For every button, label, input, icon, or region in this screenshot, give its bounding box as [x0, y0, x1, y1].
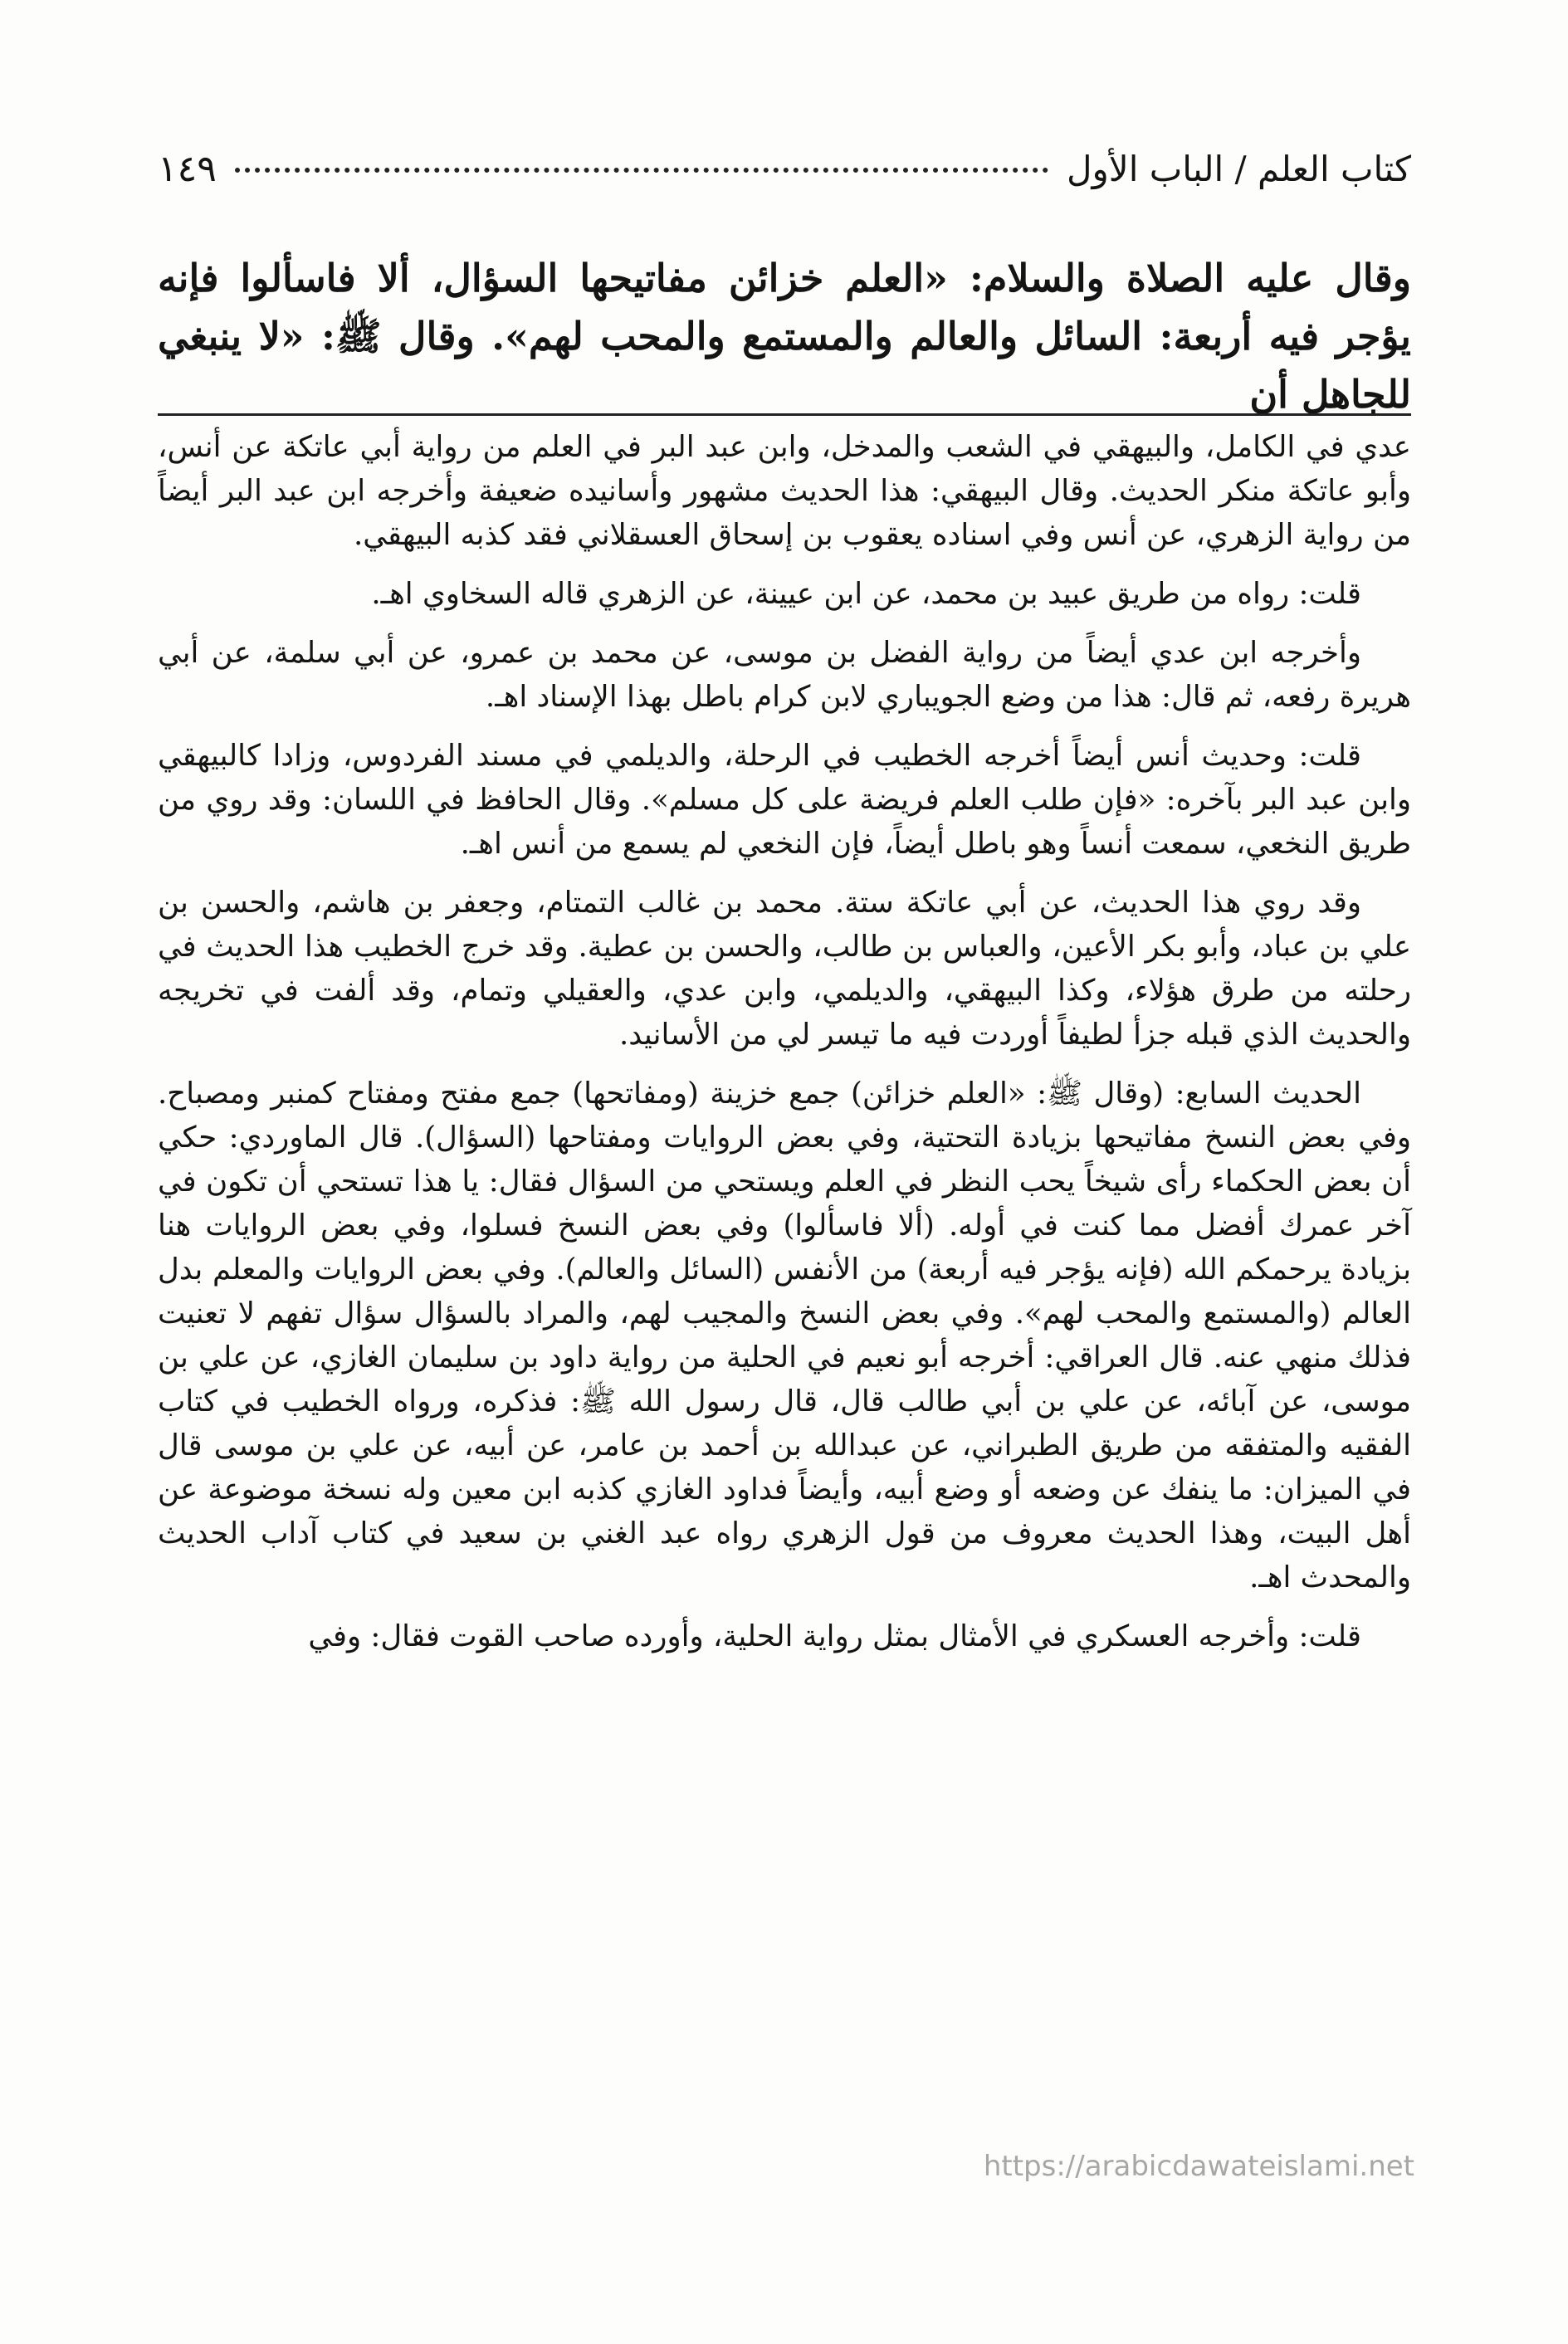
note-paragraph: وأخرجه ابن عدي أيضاً من رواية الفضل بن موسى، عن محمد بن عمرو، عن أبي سلمة، عن أبي هريرة رفعه، ثم قال: هذا من وضع الجويباري لابن كرام باطل بهذا الإسناد اهـ. — [158, 636, 1411, 714]
page-number: ١٤٩ — [158, 148, 217, 190]
note-paragraph: الحديث السابع: (وقال ﷺ: «العلم خزائن) جمع خزينة (ومفاتحها) جمع مفتح ومفتاح كمنبر ومصباح. وفي بعض النسخ مفاتيحها بزيادة التحتية، وفي بعض الروايات ومفتاحها (السؤال). قال الماوردي: حكي أن بعض الحكماء رأى شيخاً يحب النظر في العلم ويستحي من السؤال فقال: يا هذا تستحي أن تكون في آخر عمرك أفضل مما كنت في أوله. (ألا فاسألوا) وفي بعض النسخ فسلوا، وفي بعض الروايات هنا بزيادة يرحمكم الله (فإنه يؤجر فيه أربعة) من الأنفس (السائل والعالم). وفي بعض الروايات والمعلم بدل العالم (والمستمع والمحب لهم». وفي بعض النسخ والمجيب لهم، والمراد بالسؤال سؤال تفهم لا تعنيت فذلك منهي عنه. قال العراقي: أخرجه أبو نعيم في الحلية من رواية داود بن سليمان الغازي، عن علي بن موسى، عن آبائه، عن علي بن أبي طالب قال، قال رسول الله ﷺ: فذكره، ورواه الخطيب في كتاب الفقيه والمتفقه من طريق الطبراني، عن عبدالله بن أحمد بن عامر، عن أبيه، عن علي بن موسى قال في الميزان: ما ينفك عن وضعه أو وضع أبيه، وأيضاً فداود الغازي كذبه ابن معين وله نسخة موضوعة عن أهل البيت، وهذا الحديث معروف من قول الزهري رواه عبد الغني بن سعيد في كتاب آداب الحديث والمحدث اهـ. — [158, 1077, 1411, 1594]
main-text: وقال عليه الصلاة والسلام: «العلم خزائن مفاتيحها السؤال، ألا فاسألوا فإنه يؤجر فيه أربعة: السائل والعالم والمستمع والمحب لهم». وقال ﷺ: «لا ينبغي للجاهل أن — [158, 256, 1411, 417]
note-paragraph: قلت: رواه من طريق عبيد بن محمد، عن ابن عيينة، عن الزهري قاله السخاوي اهـ. — [371, 577, 1361, 611]
header-dot-leader — [235, 168, 1048, 173]
note-paragraph: قلت: وأخرجه العسكري في الأمثال بمثل رواية الحلية، وأورده صاحب القوت فقال: وفي — [308, 1619, 1361, 1653]
header-title: كتاب العلم / الباب الأول — [1066, 149, 1411, 189]
note-paragraph: عدي في الكامل، والبيهقي في الشعب والمدخل، وابن عبد البر في العلم من رواية أبي عاتكة عن أنس، وأبو عاتكة منكر الحديث. وقال البيهقي: هذا الحديث مشهور وأسانيده ضعيفة وأخرجه ابن عبد البر أيضاً من رواية الزهري، عن أنس وفي اسناده يعقوب بن إسحاق العسقلاني فقد كذبه البيهقي. — [158, 430, 1411, 552]
note-paragraph: قلت: وحديث أنس أيضاً أخرجه الخطيب في الرحلة، والديلمي في مسند الفردوس، وزادا كالبيهقي وابن عبد البر بآخره: «فإن طلب العلم فريضة على كل مسلم». وقال الحافظ في اللسان: وقد روي من طريق النخعي، سمعت أنساً وهو باطل أيضاً، فإن النخعي لم يسمع من أنس اهـ. — [158, 739, 1411, 861]
commentary-notes — [158, 425, 1411, 1673]
footnote-divider — [158, 413, 1411, 416]
note-paragraph: وقد روي هذا الحديث، عن أبي عاتكة ستة. محمد بن غالب التمتام، وجعفر بن هاشم، والحسن بن علي بن عباد، وأبو بكر الأعين، والعباس بن طالب، والحسن بن عطية. وقد خرج الخطيب هذا الحديث في رحلته من طرق هؤلاء، وكذا البيهقي، والديلمي، وابن عدي، والعقيلي وتمام، وقد ألفت في تخريجه والحديث الذي قبله جزأ لطيفاً أوردت فيه ما تيسر لي من الأسانيد. — [158, 886, 1411, 1052]
running-header — [158, 148, 1411, 198]
watermark-url: https://arabicdawateislami.net — [983, 2150, 1414, 2183]
